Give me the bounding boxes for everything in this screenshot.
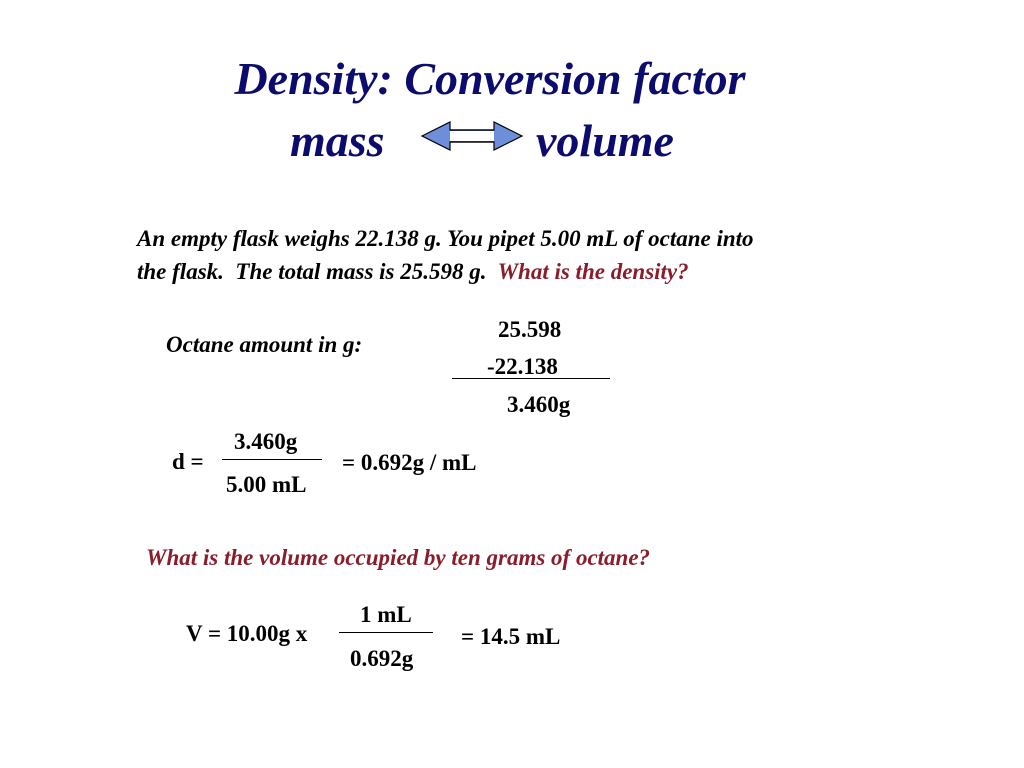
density-numerator: 3.460g — [234, 429, 298, 454]
octane-amount-label: Octane amount in g: — [166, 332, 363, 357]
subtraction-result: 3.460g — [507, 392, 571, 417]
volume-numerator: 1 mL — [360, 602, 412, 627]
density-result: = 0.692g / mL — [342, 450, 477, 475]
density-denominator: 5.00 mL — [226, 472, 307, 497]
problem-line-2-text: the flask. The total mass is 25.598 g. — [137, 259, 498, 284]
problem-line-1: An empty flask weighs 22.138 g. You pipet 5.00 mL of octane into — [137, 226, 754, 251]
density-lhs: d = — [172, 449, 204, 474]
volume-lhs: V = 10.00g x — [186, 621, 308, 646]
volume-denominator: 0.692g — [350, 646, 414, 671]
double-headed-arrow-icon — [420, 120, 524, 152]
volume-fraction-bar — [339, 632, 433, 633]
slide-title: Density: Conversion factor — [234, 53, 746, 104]
density-question: What is the density? — [497, 259, 689, 284]
subtraction-minus: -22.138 — [487, 354, 558, 379]
title-mass: mass — [290, 115, 385, 166]
subtraction-top: 25.598 — [498, 317, 562, 342]
subtraction-line — [452, 378, 610, 379]
problem-line-2 — [137, 260, 689, 283]
density-fraction-bar — [222, 459, 322, 460]
volume-result: = 14.5 mL — [461, 624, 561, 649]
title-volume: volume — [536, 115, 674, 166]
volume-question: What is the volume occupied by ten grams of octane? — [146, 545, 651, 570]
